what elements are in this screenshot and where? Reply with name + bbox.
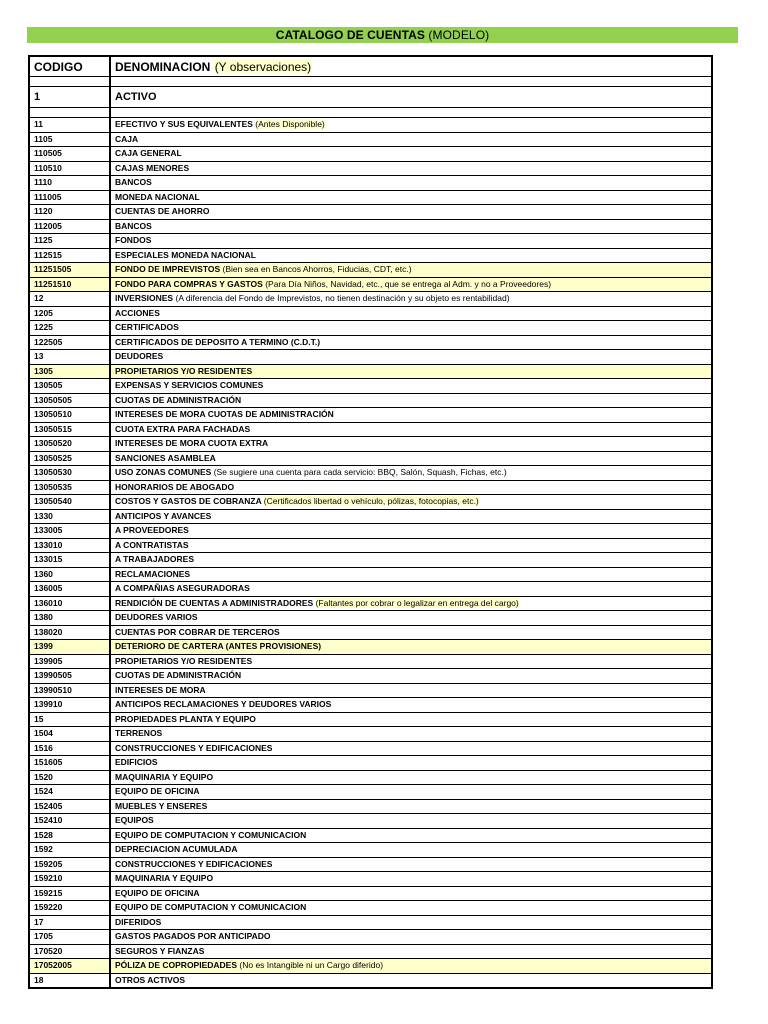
- section-code: 1: [29, 87, 110, 108]
- accounts-table: [28, 55, 713, 989]
- account-code: 1330: [29, 509, 110, 524]
- account-name: CUOTA EXTRA PARA FACHADAS: [115, 423, 251, 434]
- header-observations: (Y observaciones): [214, 59, 312, 74]
- account-code: 1399: [29, 640, 110, 655]
- account-note: (Certificados libertad o vehículo, pólizas, fotocopias, etc.): [263, 496, 479, 507]
- account-row: [29, 437, 712, 452]
- document-title: [27, 27, 738, 43]
- account-row: [29, 611, 712, 626]
- account-name-cell: [110, 698, 712, 713]
- account-row: [29, 654, 712, 669]
- account-name-cell: [110, 379, 712, 394]
- account-row: [29, 785, 712, 800]
- account-name: RECLAMACIONES: [115, 568, 191, 579]
- table-header-row: [29, 56, 712, 77]
- account-row: [29, 596, 712, 611]
- account-name: CUOTAS DE ADMINISTRACIÓN: [115, 670, 242, 681]
- account-name: FONDO DE IMPREVISTOS: [115, 264, 221, 275]
- account-name-cell: [110, 959, 712, 974]
- account-row: [29, 973, 712, 988]
- account-code: 159220: [29, 901, 110, 916]
- account-name-cell: [110, 843, 712, 858]
- account-name: A COMPAÑIAS ASEGURADORAS: [115, 583, 250, 594]
- account-row: [29, 872, 712, 887]
- account-name-cell: [110, 161, 712, 176]
- account-name-cell: [110, 451, 712, 466]
- account-name-cell: [110, 872, 712, 887]
- account-note: (Para Día Niños, Navidad, etc., que se entrega al Adm. y no a Proveedores): [265, 278, 552, 289]
- account-code: 17052005: [29, 959, 110, 974]
- account-row: [29, 190, 712, 205]
- account-row: [29, 263, 712, 278]
- account-name-cell: [110, 625, 712, 640]
- account-name-cell: [110, 915, 712, 930]
- account-code: 112005: [29, 219, 110, 234]
- account-name-cell: [110, 799, 712, 814]
- account-name: DETERIORO DE CARTERA (ANTES PROVISIONES): [115, 641, 322, 652]
- account-row: [29, 756, 712, 771]
- account-name-cell: [110, 596, 712, 611]
- account-name-cell: [110, 770, 712, 785]
- account-code: 1380: [29, 611, 110, 626]
- account-name-cell: [110, 524, 712, 539]
- account-code: 122505: [29, 335, 110, 350]
- account-name-cell: [110, 683, 712, 698]
- account-code: 139905: [29, 654, 110, 669]
- account-row: [29, 132, 712, 147]
- account-code: 138020: [29, 625, 110, 640]
- account-row: [29, 901, 712, 916]
- account-name-cell: [110, 930, 712, 945]
- account-name: MAQUINARIA Y EQUIPO: [115, 873, 214, 884]
- account-name: EQUIPOS: [115, 815, 154, 826]
- account-code: 13050525: [29, 451, 110, 466]
- account-row: [29, 582, 712, 597]
- account-name: CUENTAS DE AHORRO: [115, 206, 210, 217]
- account-name-cell: [110, 480, 712, 495]
- account-row: [29, 886, 712, 901]
- account-code: 170520: [29, 944, 110, 959]
- account-name-cell: [110, 495, 712, 510]
- account-name-cell: [110, 147, 712, 162]
- account-code: 152405: [29, 799, 110, 814]
- account-name: MAQUINARIA Y EQUIPO: [115, 771, 214, 782]
- account-name-cell: [110, 176, 712, 191]
- account-code: 1305: [29, 364, 110, 379]
- account-code: 151605: [29, 756, 110, 771]
- account-name: GASTOS PAGADOS POR ANTICIPADO: [115, 931, 271, 942]
- account-row: [29, 814, 712, 829]
- account-name-cell: [110, 350, 712, 365]
- account-code: 112515: [29, 248, 110, 263]
- account-name: SANCIONES ASAMBLEA: [115, 452, 216, 463]
- account-code: 13050515: [29, 422, 110, 437]
- account-row: [29, 538, 712, 553]
- section-row: [29, 87, 712, 108]
- account-name-cell: [110, 190, 712, 205]
- account-name: HONORARIOS DE ABOGADO: [115, 481, 235, 492]
- account-code: 1504: [29, 727, 110, 742]
- account-code: 1120: [29, 205, 110, 220]
- header-name-label: DENOMINACION: [115, 59, 211, 74]
- account-name: PROPIETARIOS Y/O RESIDENTES: [115, 655, 253, 666]
- account-code: 1528: [29, 828, 110, 843]
- account-code: 111005: [29, 190, 110, 205]
- account-name: FONDOS: [115, 235, 152, 246]
- account-name: CONSTRUCCIONES Y EDIFICACIONES: [115, 858, 273, 869]
- account-name: ANTICIPOS RECLAMACIONES Y DEUDORES VARIOS: [115, 699, 332, 710]
- account-code: 1520: [29, 770, 110, 785]
- account-code: 1592: [29, 843, 110, 858]
- account-name: EQUIPO DE COMPUTACION Y COMUNICACION: [115, 829, 307, 840]
- account-name: DEUDORES: [115, 351, 164, 362]
- account-name: DIFERIDOS: [115, 916, 162, 927]
- account-name: A PROVEEDORES: [115, 525, 189, 536]
- account-row: [29, 959, 712, 974]
- account-row: [29, 161, 712, 176]
- account-name-cell: [110, 640, 712, 655]
- account-name-cell: [110, 205, 712, 220]
- account-row: [29, 799, 712, 814]
- account-row: [29, 147, 712, 162]
- account-row: [29, 625, 712, 640]
- account-name: EQUIPO DE OFICINA: [115, 786, 200, 797]
- account-name-cell: [110, 437, 712, 452]
- account-name-cell: [110, 538, 712, 553]
- account-row: [29, 335, 712, 350]
- account-name-cell: [110, 741, 712, 756]
- account-name-cell: [110, 814, 712, 829]
- account-code: 13990510: [29, 683, 110, 698]
- account-row: [29, 843, 712, 858]
- account-name: CAJA GENERAL: [115, 148, 182, 159]
- account-name: MONEDA NACIONAL: [115, 191, 200, 202]
- account-code: 110505: [29, 147, 110, 162]
- spacer-row: [29, 77, 712, 87]
- account-row: [29, 393, 712, 408]
- account-code: 136005: [29, 582, 110, 597]
- account-name: EQUIPO DE OFICINA: [115, 887, 200, 898]
- account-name-cell: [110, 828, 712, 843]
- account-code: 12: [29, 292, 110, 307]
- account-name-cell: [110, 118, 712, 133]
- account-code: 13: [29, 350, 110, 365]
- account-code: 133015: [29, 553, 110, 568]
- account-code: 1205: [29, 306, 110, 321]
- account-row: [29, 306, 712, 321]
- account-name-cell: [110, 857, 712, 872]
- account-name: EDIFICIOS: [115, 757, 158, 768]
- account-row: [29, 553, 712, 568]
- account-code: 11251505: [29, 263, 110, 278]
- account-code: 152410: [29, 814, 110, 829]
- account-code: 159210: [29, 872, 110, 887]
- account-row: [29, 509, 712, 524]
- account-row: [29, 379, 712, 394]
- account-name: CERTIFICADOS DE DEPOSITO A TERMINO (C.D.T.): [115, 336, 321, 347]
- account-row: [29, 219, 712, 234]
- account-note: (Faltantes por cobrar o legalizar en entrega del cargo): [315, 597, 519, 608]
- account-row: [29, 944, 712, 959]
- account-name: OTROS ACTIVOS: [115, 974, 186, 985]
- account-code: 13050540: [29, 495, 110, 510]
- header-code: CODIGO: [29, 56, 110, 77]
- account-row: [29, 669, 712, 684]
- account-code: 133010: [29, 538, 110, 553]
- account-row: [29, 727, 712, 742]
- account-note: (A diferencia del Fondo de Imprevistos, no tienen destinación y su objeto es rentabilidad): [175, 293, 510, 304]
- account-code: 13050505: [29, 393, 110, 408]
- account-row: [29, 350, 712, 365]
- account-name-cell: [110, 901, 712, 916]
- account-row: [29, 495, 712, 510]
- account-name-cell: [110, 973, 712, 988]
- account-name: INVERSIONES: [115, 293, 174, 304]
- account-name-cell: [110, 886, 712, 901]
- account-name: CUENTAS POR COBRAR DE TERCEROS: [115, 626, 280, 637]
- account-name-cell: [110, 422, 712, 437]
- account-name-cell: [110, 553, 712, 568]
- account-name: RENDICIÓN DE CUENTAS A ADMINISTRADORES: [115, 597, 314, 608]
- account-row: [29, 408, 712, 423]
- account-name-cell: [110, 234, 712, 249]
- account-name: USO ZONAS COMUNES: [115, 467, 212, 478]
- account-name: PROPIETARIOS Y/O RESIDENTES: [115, 365, 253, 376]
- account-name: EQUIPO DE COMPUTACION Y COMUNICACION: [115, 902, 307, 913]
- account-row: [29, 292, 712, 307]
- account-name-cell: [110, 292, 712, 307]
- account-name-cell: [110, 263, 712, 278]
- account-name-cell: [110, 466, 712, 481]
- account-row: [29, 567, 712, 582]
- account-row: [29, 234, 712, 249]
- account-name: INTERESES DE MORA CUOTA EXTRA: [115, 438, 269, 449]
- account-row: [29, 770, 712, 785]
- account-name: INTERESES DE MORA CUOTAS DE ADMINISTRACIÓN: [115, 409, 334, 420]
- account-row: [29, 857, 712, 872]
- account-note: (Se sugiere una cuenta para cada servicio: BBQ, Salón, Squash, Fichas, etc.): [213, 467, 507, 478]
- account-code: 159205: [29, 857, 110, 872]
- account-name: A TRABAJADORES: [115, 554, 195, 565]
- account-name-cell: [110, 727, 712, 742]
- account-code: 1105: [29, 132, 110, 147]
- account-row: [29, 480, 712, 495]
- account-name: MUEBLES Y ENSERES: [115, 800, 208, 811]
- account-name: FONDO PARA COMPRAS Y GASTOS: [115, 278, 263, 289]
- account-code: 13050510: [29, 408, 110, 423]
- account-name-cell: [110, 756, 712, 771]
- account-name-cell: [110, 509, 712, 524]
- account-code: 159215: [29, 886, 110, 901]
- account-row: [29, 451, 712, 466]
- account-name-cell: [110, 248, 712, 263]
- account-name: BANCOS: [115, 220, 152, 231]
- account-name: INTERESES DE MORA: [115, 684, 206, 695]
- account-code: 133005: [29, 524, 110, 539]
- account-name: A CONTRATISTAS: [115, 539, 189, 550]
- account-code: 13050535: [29, 480, 110, 495]
- account-name: DEPRECIACION ACUMULADA: [115, 844, 238, 855]
- account-name: ESPECIALES MONEDA NACIONAL: [115, 249, 256, 260]
- account-code: 18: [29, 973, 110, 988]
- account-name-cell: [110, 393, 712, 408]
- account-code: 13990505: [29, 669, 110, 684]
- account-name-cell: [110, 335, 712, 350]
- account-code: 136010: [29, 596, 110, 611]
- account-code: 139910: [29, 698, 110, 713]
- account-row: [29, 321, 712, 336]
- account-row: [29, 828, 712, 843]
- account-name-cell: [110, 277, 712, 292]
- account-row: [29, 698, 712, 713]
- account-row: [29, 205, 712, 220]
- account-row: [29, 712, 712, 727]
- account-row: [29, 930, 712, 945]
- account-name-cell: [110, 306, 712, 321]
- account-note: (No es Intangible ni un Cargo diferido): [239, 960, 384, 971]
- account-name-cell: [110, 408, 712, 423]
- account-name-cell: [110, 944, 712, 959]
- account-row: [29, 466, 712, 481]
- account-row: [29, 683, 712, 698]
- account-name-cell: [110, 669, 712, 684]
- account-row: [29, 118, 712, 133]
- account-row: [29, 741, 712, 756]
- account-code: 1110: [29, 176, 110, 191]
- account-name: BANCOS: [115, 177, 152, 188]
- account-code: 1225: [29, 321, 110, 336]
- account-name-cell: [110, 611, 712, 626]
- account-name: CUOTAS DE ADMINISTRACIÓN: [115, 394, 242, 405]
- account-name-cell: [110, 321, 712, 336]
- account-name: CAJAS MENORES: [115, 162, 190, 173]
- account-row: [29, 248, 712, 263]
- account-name-cell: [110, 582, 712, 597]
- account-row: [29, 640, 712, 655]
- account-code: 17: [29, 915, 110, 930]
- account-code: 15: [29, 712, 110, 727]
- account-code: 1705: [29, 930, 110, 945]
- account-name-cell: [110, 132, 712, 147]
- account-name-cell: [110, 364, 712, 379]
- account-code: 1360: [29, 567, 110, 582]
- account-name: SEGUROS Y FIANZAS: [115, 945, 205, 956]
- account-code: 1524: [29, 785, 110, 800]
- account-name: TERRENOS: [115, 728, 163, 739]
- account-name: CONSTRUCCIONES Y EDIFICACIONES: [115, 742, 273, 753]
- account-row: [29, 277, 712, 292]
- account-note: (Bien sea en Bancos Ahorros, Fiducias, CDT, etc.): [222, 264, 412, 275]
- account-row: [29, 915, 712, 930]
- account-name: PROPIEDADES PLANTA Y EQUIPO: [115, 713, 256, 724]
- spacer-row: [29, 108, 712, 118]
- header-name: [110, 56, 712, 77]
- account-code: 130505: [29, 379, 110, 394]
- account-name: CERTIFICADOS: [115, 322, 179, 333]
- account-name: PÓLIZA DE COPROPIEDADES: [115, 960, 238, 971]
- account-name-cell: [110, 567, 712, 582]
- account-code: 13050530: [29, 466, 110, 481]
- account-row: [29, 176, 712, 191]
- account-name: EFECTIVO Y SUS EQUIVALENTES: [115, 119, 253, 130]
- account-code: 11: [29, 118, 110, 133]
- account-name: ACCIONES: [115, 307, 160, 318]
- account-name: COSTOS Y GASTOS DE COBRANZA: [115, 496, 262, 507]
- account-name-cell: [110, 712, 712, 727]
- account-code: 11251510: [29, 277, 110, 292]
- account-code: 1125: [29, 234, 110, 249]
- account-name: CAJA: [115, 133, 139, 144]
- title-main: CATALOGO DE CUENTAS: [275, 28, 425, 42]
- account-name-cell: [110, 654, 712, 669]
- account-name-cell: [110, 219, 712, 234]
- account-note: (Antes Disponible): [255, 119, 325, 130]
- account-row: [29, 422, 712, 437]
- account-code: 13050520: [29, 437, 110, 452]
- account-name: ANTICIPOS Y AVANCES: [115, 510, 212, 521]
- account-row: [29, 364, 712, 379]
- account-name: DEUDORES VARIOS: [115, 612, 198, 623]
- section-name: ACTIVO: [110, 87, 712, 108]
- account-code: 110510: [29, 161, 110, 176]
- account-code: 1516: [29, 741, 110, 756]
- account-row: [29, 524, 712, 539]
- account-name: EXPENSAS Y SERVICIOS COMUNES: [115, 380, 264, 391]
- title-sub: (MODELO): [428, 28, 490, 42]
- account-name-cell: [110, 785, 712, 800]
